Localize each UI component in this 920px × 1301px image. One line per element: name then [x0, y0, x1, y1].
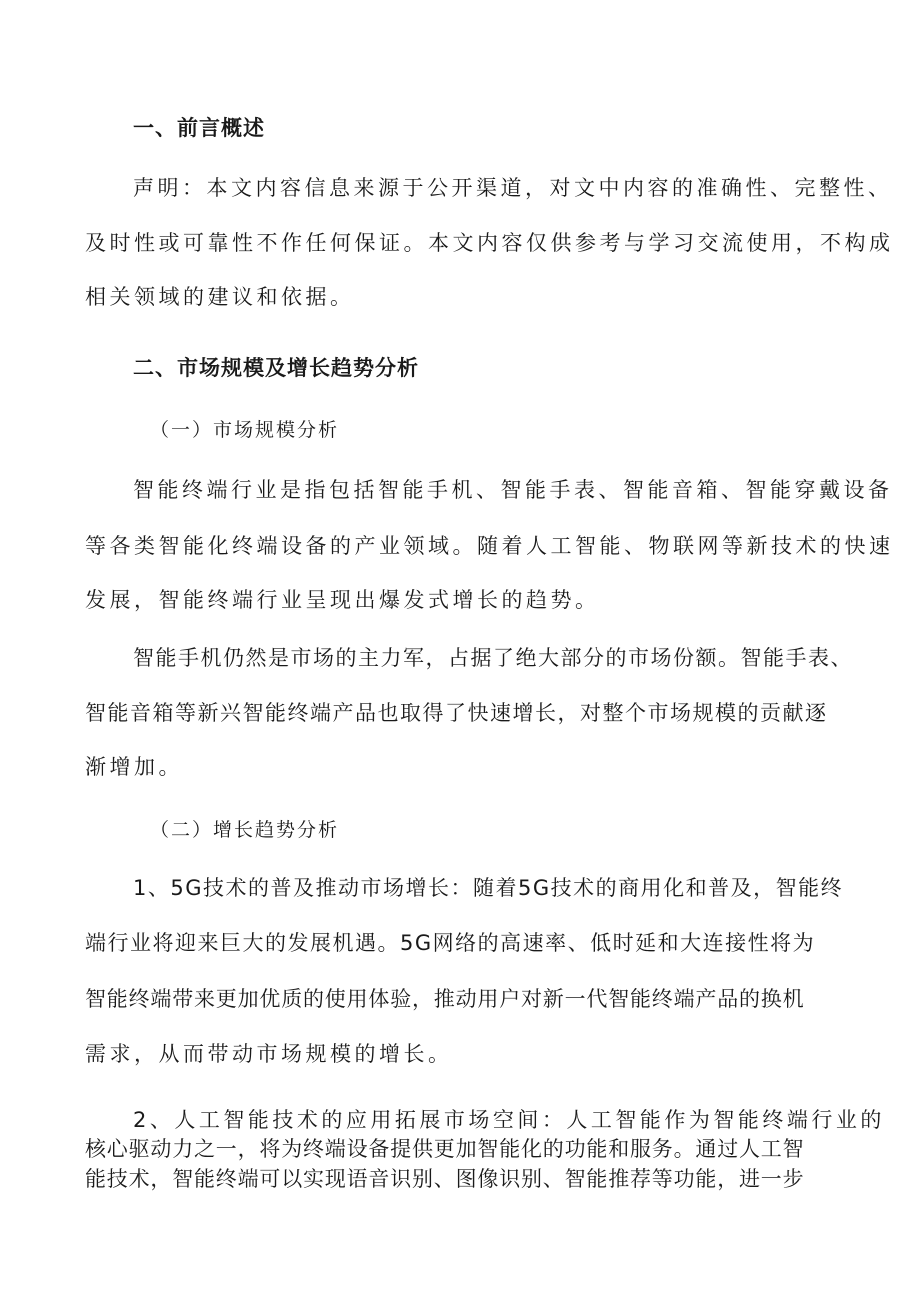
paragraph-line: 需求，从而带动市场规模的增长。 [85, 1042, 453, 1066]
paragraph-line: 能技术，智能终端可以实现语音识别、图像识别、智能推荐等功能，进一步 [85, 1167, 805, 1191]
paragraph-line: 2、人工智能技术的应用拓展市场空间：人工智能作为智能终端行业的 [133, 1108, 885, 1132]
paragraph-line: 智能音箱等新兴智能终端产品也取得了快速增长，对整个市场规模的贡献逐 [85, 701, 828, 725]
paragraph-line: 声明：本文内容信息来源于公开渠道，对文中内容的准确性、完整性、 [133, 176, 893, 200]
section-1-heading: 一、前言概述 [133, 116, 265, 140]
paragraph-line: 端行业将迎来巨大的发展机遇。5G网络的高速率、低时延和大连接性将为 [85, 931, 816, 955]
paragraph-line: 智能终端行业是指包括智能手机、智能手表、智能音箱、智能穿戴设备 [133, 478, 893, 502]
subsection-2-heading: （二）增长趋势分析 [150, 819, 340, 841]
subsection-1-heading: （一）市场规模分析 [150, 419, 340, 441]
paragraph-line: 智能终端带来更加优质的使用体验，推动用户对新一代智能终端产品的换机 [85, 987, 805, 1011]
paragraph-line: 1、5G技术的普及推动市场增长：随着5G技术的商用化和普及，智能终 [133, 876, 844, 900]
paragraph-line: 智能手机仍然是市场的主力军，占据了绝大部分的市场份额。智能手表、 [133, 646, 853, 670]
paragraph-line: 及时性或可靠性不作任何保证。本文内容仅供参考与学习交流使用，不构成 [85, 231, 894, 255]
section-2-heading: 二、市场规模及增长趋势分析 [133, 356, 419, 380]
paragraph-line: 发展，智能终端行业呈现出爆发式增长的趋势。 [85, 588, 600, 612]
paragraph-line: 相关领域的建议和依据。 [85, 285, 355, 309]
paragraph-line: 渐增加。 [85, 755, 183, 779]
paragraph-line: 核心驱动力之一，将为终端设备提供更加智能化的功能和服务。通过人工智 [85, 1137, 805, 1161]
paragraph-line: 等各类智能化终端设备的产业领域。随着人工智能、物联网等新技术的快速 [85, 534, 894, 558]
